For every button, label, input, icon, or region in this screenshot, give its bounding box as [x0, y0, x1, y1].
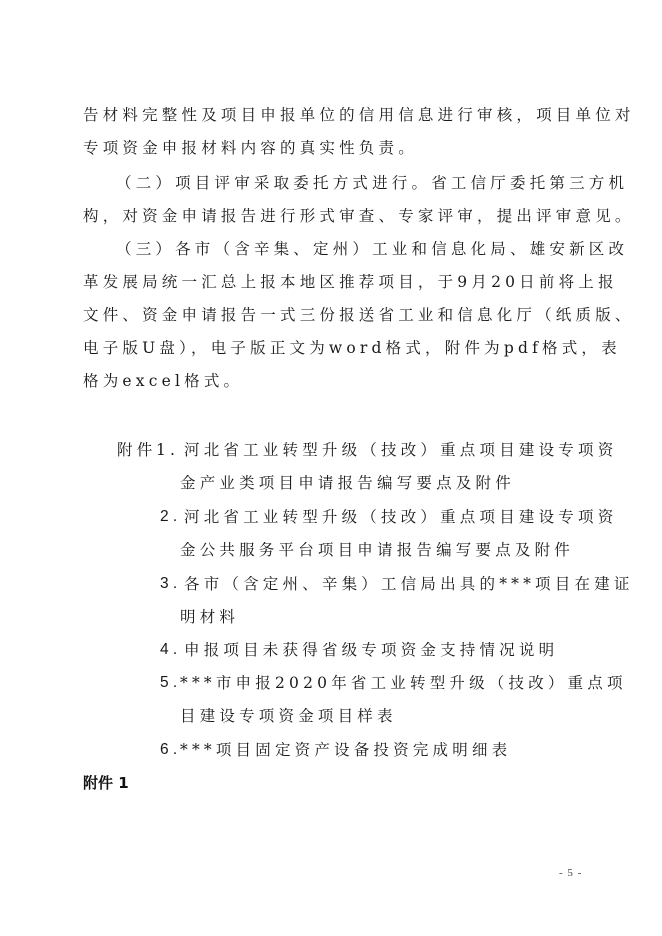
attachment-item-cont: 明材料: [180, 608, 240, 626]
paragraph-line: 文件、资金申请报告一式三份报送省工业和信息化厅（纸质版、: [83, 306, 635, 324]
attachment-item-cont: 目建设专项资金项目样表: [180, 707, 397, 725]
attachment-prefix: 附件: [117, 441, 157, 459]
attachment-item: 各市（含定州、辛集）工信局出具的***项目在建证: [184, 575, 634, 593]
attachment-number: 2.: [160, 508, 182, 525]
paragraph-line: 构，对资金申请报告进行形式审查、专家评审，提出评审意见。: [83, 207, 635, 225]
attachment-item-cont: 金公共服务平台项目申请报告编写要点及附件: [180, 541, 575, 559]
attachment-number: 3.: [160, 575, 182, 592]
page-number: - 5 -: [559, 867, 583, 879]
attachment-number: 1.: [156, 441, 180, 459]
paragraph-line: 专项资金申报材料内容的真实性负责。: [83, 139, 418, 157]
paragraph-line: 告材料完整性及项目申报单位的信用信息进行审核，项目单位对: [83, 106, 635, 124]
attachment-item: ***项目固定资产设备投资完成明细表: [180, 741, 512, 759]
paragraph-line: （三）各市（含辛集、定州）工业和信息化局、雄安新区改: [116, 240, 629, 258]
attachment-heading: 附件 1: [83, 774, 129, 792]
attachment-number: 5.: [160, 674, 182, 691]
attachment-number: 4.: [160, 641, 182, 658]
attachment-item: ***市申报2020年省工业转型升级（技改）重点项: [180, 674, 627, 692]
attachment-item-cont: 金产业类项目申请报告编写要点及附件: [180, 474, 515, 492]
attachment-item: 河北省工业转型升级（技改）重点项目建设专项资: [184, 508, 618, 526]
paragraph-line: 电子版U盘），电子版正文为word格式，附件为pdf格式，表: [83, 339, 621, 357]
attachment-item: 申报项目未获得省级专项资金支持情况说明: [184, 641, 559, 659]
attachment-number: 6.: [160, 741, 182, 758]
paragraph-line: 革发展局统一汇总上报本地区推荐项目，于9月20日前将上报: [83, 273, 618, 291]
paragraph-line: （二）项目评审采取委托方式进行。省工信厅委托第三方机: [116, 174, 629, 192]
attachment-item: 河北省工业转型升级（技改）重点项目建设专项资: [184, 441, 618, 459]
paragraph-line: 格为excel格式。: [83, 372, 244, 390]
